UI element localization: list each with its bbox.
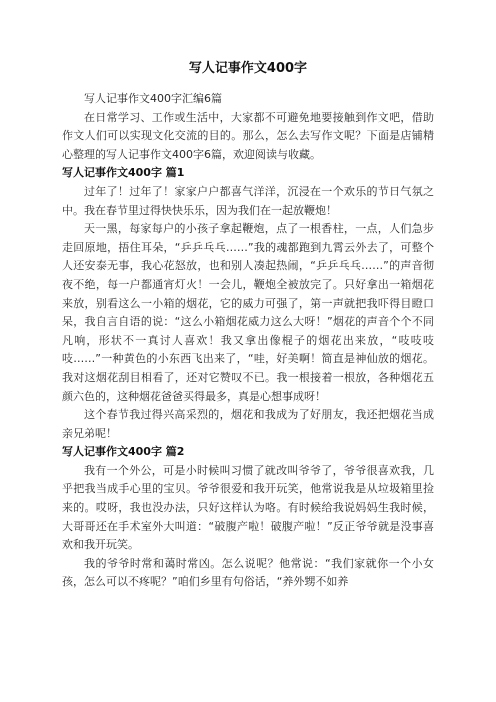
section-paragraph: 天一黑，每家每户的小孩子拿起鞭炮，点了一根香柱，一点，人们急步走回原地，捂住耳朵，“乒乒乓乓……”我的魂都跑到九霄云外去了，可整个人还安泰无事，我心花怒放，也和别人凑起热闹，“乒乒乓乓……”的声音彻夜不绝，每一户都通宵灯火！一会儿，鞭炮全被放完了。只好拿出一箱烟花来放，别看这么一小箱的烟花，它的威力可强了，第一声就把我吓得目瞪口呆，我自言自语的说：“这么小箱烟花威力这么大呀！”烟花的声音个个不同凡响，形状不一真讨人喜欢！我又拿出像棍子的烟花出来放，“吱吱吱吱……”一种黄色的小东西飞出来了，“哇，好美啊！简直是神仙放的烟花。我对这烟花刮目相看了，还对它赞叹不已。我一根接着一根放，各种烟花五颜六色的，这种烟花爸爸买得最多，真是心想事成呀！ bbox=[62, 222, 434, 403]
section-heading: 写人记事作文400字 篇1 bbox=[62, 166, 185, 180]
section-heading: 写人记事作文400字 篇2 bbox=[62, 445, 185, 459]
intro-paragraph: 在日常学习、工作或生活中，大家都不可避免地要接触到作文吧，借助作文人们可以实现文化交流的目的。那么，怎么去写作文呢？下面是店铺精心整理的写人记事作文400字6篇，欢迎阅读与收藏。 bbox=[62, 110, 434, 161]
section-paragraph: 我的爷爷时常和蔼时常凶。怎么说呢？他常说：“我们家就你一个小女孩，怎么可以不疼呢？”咱们乡里有句俗话，“养外甥不如养 bbox=[62, 556, 434, 589]
section-paragraph: 这个春节我过得兴高采烈的，烟花和我成为了好朋友，我还把烟花当成亲兄弟呢！ bbox=[62, 408, 434, 440]
document-title: 写人记事作文400字 bbox=[188, 61, 308, 76]
intro-subtitle: 写人记事作文400字汇编6篇 bbox=[84, 92, 222, 105]
section-paragraph: 我有一个外公，可是小时候叫习惯了就改叫爷爷了，爷爷很喜欢我，几乎把我当成手心里的宝贝。爷爷很爱和我开玩笑，他常说我是从垃圾箱里捡来的。哎呀，我也没办法，只好这样认为咯。有时候给我说妈妈生我时候，大哥哥还在手术室外大叫道：“破腹产啦！破腹产啦！”反正爷爷就是没事喜欢和我开玩笑。 bbox=[62, 463, 434, 552]
section-paragraph: 过年了！过年了！家家户户都喜气洋洋，沉浸在一个欢乐的节日气氛之中。我在春节里过得快快乐乐，因为我们在一起放鞭炮！ bbox=[62, 184, 434, 217]
